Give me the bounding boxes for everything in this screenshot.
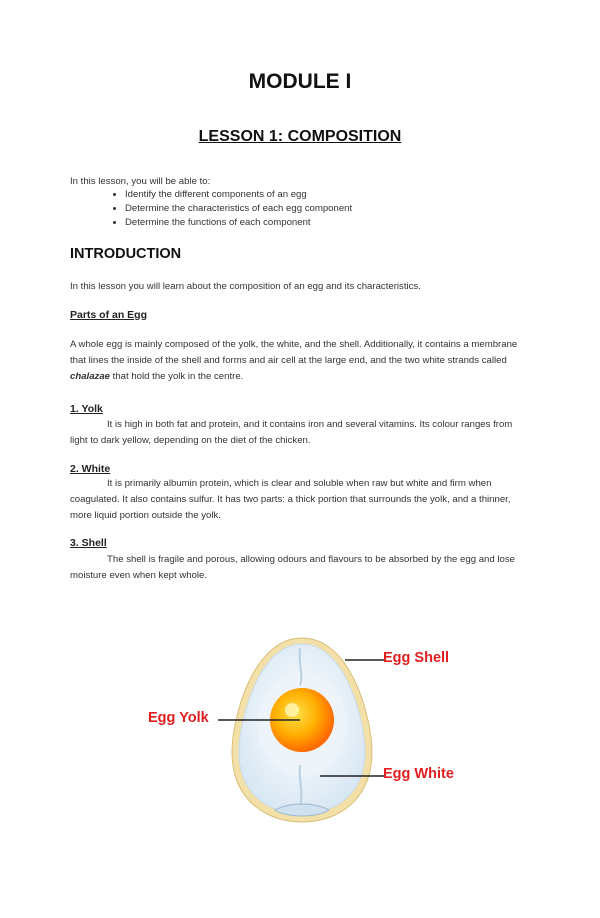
objective-item: • Determine the functions of each component (125, 216, 352, 230)
shell-heading: 3. Shell (70, 537, 107, 549)
objectives-list (70, 188, 352, 230)
parts-paragraph (70, 337, 530, 385)
egg-shell-label: Egg Shell (383, 650, 450, 666)
egg-white-label: Egg White (383, 766, 454, 782)
parts-text-before: A whole egg is mainly composed of the yolk, the white, and the shell. Additionally, it contains a membrane that lines the inside of the shell and forms and air cell at the large end, and the two white strands called (70, 339, 518, 366)
shell-text: The shell is fragile and porous, allowing odours and flavours to be absorbed by the egg and lose moisture even when kept whole. (70, 554, 515, 581)
egg-diagram (140, 630, 470, 830)
objective-item: • Identify the different components of an egg (125, 188, 352, 202)
module-title: MODULE I (248, 70, 352, 93)
yolk-heading: 1. Yolk (70, 403, 103, 415)
chalazae-term: chalazae (70, 371, 111, 382)
introduction-text: In this lesson you will learn about the composition of an egg and its characteristics. (70, 281, 421, 292)
introduction-heading: INTRODUCTION (70, 246, 182, 262)
egg-yolk-label: Egg Yolk (148, 710, 209, 726)
parts-text-after: that hold the yolk in the centre. (110, 371, 244, 382)
parts-heading: Parts of an Egg (70, 309, 148, 321)
objective-item: • Determine the characteristics of each egg component (125, 202, 352, 216)
yolk-text: It is high in both fat and protein, and it contains iron and several vitamins. Its colour ranges from light to dark yellow, depending on the diet of the chicken. (70, 419, 513, 446)
white-heading: 2. White (70, 463, 111, 475)
intro-text: In this lesson, you will be able to: (70, 176, 211, 187)
white-text: It is primarily albumin protein, which is clear and soluble when raw but white and firm when coagulated. It also contains sulfur. It has two parts: a thick portion that surrounds the yolk, and a thinner, more liquid portion outside the yolk. (70, 478, 511, 521)
lesson-title: LESSON 1: COMPOSITION (198, 128, 402, 145)
